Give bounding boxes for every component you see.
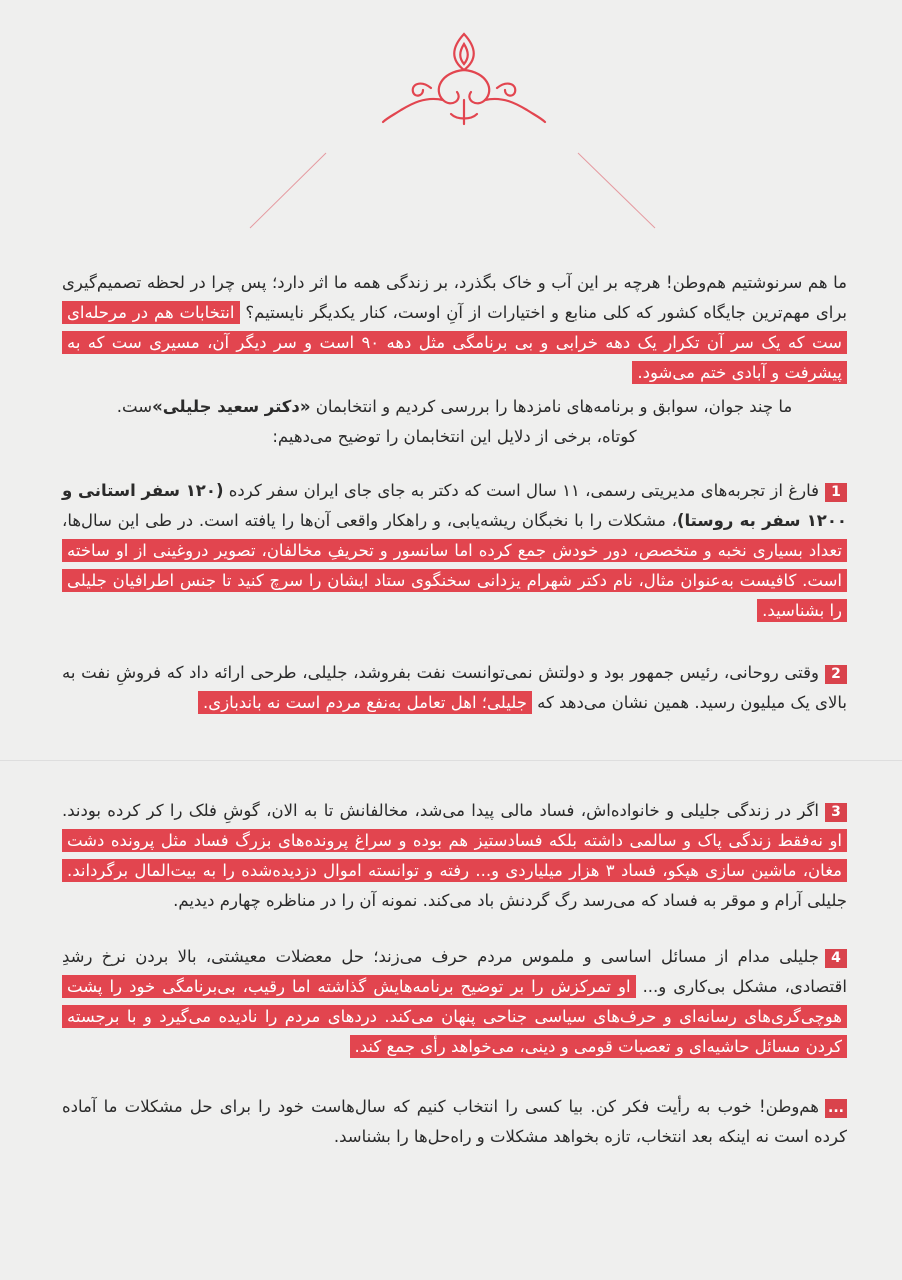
item-highlight: او نه‌فقط زندگی پاک و سالمی داشته بلکه فسادستیز هم بوده و سراغ پرونده‌های بزرگ فساد مثل پرونده دشت مغان، ماشین سازی هپکو، فساد ۳ هزار میلیاردی و... رفته و توانسته اموال دزدیده‌شده را به بیت‌المال برگرداند. [62, 829, 847, 882]
intro-highlight: انتخابات هم در مرحله‌ای ست که یک سر آن تکرار یک دهه خرابی و بی برنامگی مثل دهه ۹۰ است و سر دیگر آن، مسیری ست که به پیشرفت و آبادی ختم می‌شود. [62, 301, 847, 384]
item-number-badge: 1 [825, 483, 847, 502]
choice-text-line2: کوتاه، برخی از دلایل این انتخابمان را توضیح می‌دهیم: [272, 427, 637, 446]
choice-text-after: ست. [116, 397, 153, 416]
choice-text-before: ما چند جوان، سوابق و برنامه‌های نامزدها را بررسی کردیم و انتخابمان [310, 397, 793, 416]
item-text: جلیلی مدام از مسائل اساسی و ملموس مردم حرف می‌زند؛ حل معضلات معیشتی، بالا بردن نرخ رشدِ اقتصادی، مشکل بی‌کاری و... [62, 947, 847, 996]
diagonal-line-left [230, 150, 330, 232]
final-badge: ... [825, 1099, 847, 1118]
item-highlight: او تمرکزش را بر توضیح برنامه‌هایش گذاشته اما رقیب، بی‌برنامگی خود را پشت هوچی‌گری‌های رسانه‌ای و حرف‌های سیاسی جناحی پنهان می‌کند. دردهای مردم را نادیده می‌گیرد و با برجسته کردن مسائل حاشیه‌ای و تعصبات قومی و دینی، می‌خواهد رأی جمع کند. [62, 975, 847, 1058]
item-highlight: تعداد بسیاری نخبه و متخصص، دور خودش جمع کرده اما سانسور و تحریفِ مخالفان، تصویر دروغینی از او ساخته است. کافیست به‌عنوان مثال، نام دکتر شهرام یزدانی سخنگوی ستاد ایشان را سرچ کنید تا جنس اطرافیان جلیلی را بشناسید. [62, 539, 847, 622]
item-text: وقتی روحانی، رئیس جمهور بود و دولتش نمی‌توانست نفت بفروشد، جلیلی، طرحی ارائه داد که فروشِ نفت به بالای یک میلیون رسید. همین نشان می‌دهد که [62, 663, 847, 712]
item-highlight: جلیلی؛ اهل تعامل به‌نفع مردم است نه باندبازی. [198, 691, 532, 714]
item-number-badge: 4 [825, 949, 847, 968]
final-text: هم‌وطن! خوب به رأیت فکر کن. بیا کسی را انتخاب کنیم که سال‌هاست خود را برای حل مشکلات ما آماده کرده است نه اینکه بعد انتخاب، تازه بخواهد مشکلات و راه‌حل‌ها را بشناسد. [62, 1097, 847, 1146]
item-number-badge: 2 [825, 665, 847, 684]
reason-item-2 [62, 658, 847, 718]
reason-item-1 [62, 476, 847, 626]
intro-paragraph [62, 268, 847, 388]
item-text: اگر در زندگی جلیلی و خانواده‌اش، فساد مالی پیدا می‌شد، مخالفانش تا به الان، گوشِ فلک را کر کرده بودند. [62, 801, 819, 820]
reason-item-3 [62, 796, 847, 916]
choice-paragraph [62, 392, 847, 452]
reason-item-4 [62, 942, 847, 1062]
item-number-badge: 3 [825, 803, 847, 822]
candidate-name: «دکتر سعید جلیلی» [152, 397, 311, 416]
diagonal-line-right [575, 150, 675, 232]
item-text: جلیلی آرام و موقر به فساد که می‌رسد رگ گردنش باد می‌کند. نمونه آن را در مناظره چهارم دیدیم. [173, 891, 847, 910]
item-bold-text: (۱۲۰ سفر استانی و ۱۲۰۰ سفر به روستا) [62, 481, 847, 530]
intro-text: ما هم سرنوشتیم هم‌وطن! هرچه بر این آب و خاک بگذرد، بر زندگی همه ما اثر دارد؛ پس چرا در لحظه تصمیم‌گیری برای مهم‌ترین جایگاه کشور که کلی منابع و اختیارات از آنِ اوست، کنار یکدیگر نایستیم؟ [62, 273, 848, 322]
final-paragraph [62, 1092, 847, 1152]
document-body [62, 268, 847, 1152]
item-text: فارغ از تجربه‌های مدیریتی رسمی، ۱۱ سال است که دکتر به جای جای ایران سفر کرده [223, 481, 819, 500]
item-text: ، مشکلات را با نخبگان ریشه‌یابی، و راهکار واقعی آن‌ها را یافته است. در طی این سال‌ها، [62, 511, 677, 530]
ornament-icon [381, 30, 547, 126]
